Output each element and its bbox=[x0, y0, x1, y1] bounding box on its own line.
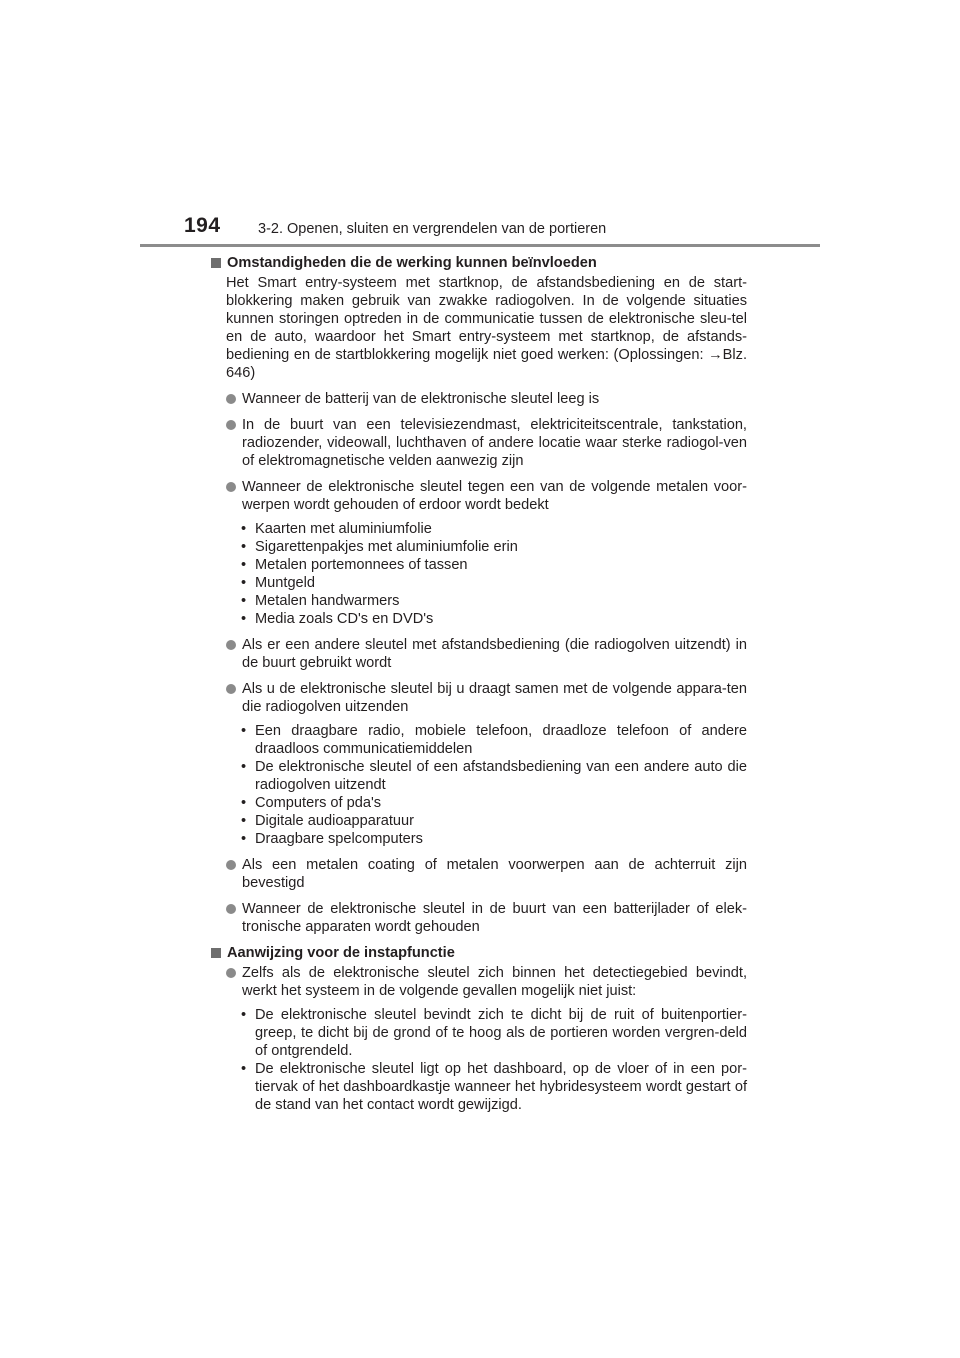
sub-bullet-marker: • bbox=[241, 759, 247, 775]
sub-list-item bbox=[240, 520, 747, 538]
sub-list-item bbox=[240, 794, 747, 812]
header-divider bbox=[140, 244, 820, 247]
sub-item-text: Metalen handwarmers bbox=[255, 593, 400, 609]
sub-list-item bbox=[240, 758, 747, 794]
sub-item-text: Een draagbare radio, mobiele telefoon, draadloze telefoon of andere draadloos communicatiemiddelen bbox=[255, 723, 747, 757]
sub-item-text: Digitale audioapparatuur bbox=[255, 813, 415, 829]
sub-list-item bbox=[240, 610, 747, 628]
sub-list-item bbox=[240, 538, 747, 556]
list-item bbox=[209, 478, 747, 514]
section-heading-entry-function bbox=[209, 944, 747, 962]
list-item bbox=[209, 900, 747, 936]
sub-list-item bbox=[240, 830, 747, 848]
sub-list-item bbox=[240, 812, 747, 830]
section-heading-conditions bbox=[209, 254, 747, 272]
radio-devices-list bbox=[240, 722, 747, 848]
page-number: 194 bbox=[184, 214, 221, 237]
bullet-text: Wanneer de elektronische sleutel in de buurt van een batterijlader of elek-tronische apparaten wordt gehouden bbox=[242, 901, 747, 935]
sub-list-item bbox=[240, 592, 747, 610]
sub-bullet-marker: • bbox=[241, 831, 247, 847]
sub-item-text: De elektronische sleutel ligt op het dashboard, op de vloer of in een por-tiervak of het dashboardkastje wanneer het hybridesysteem wordt gestart of de stand van het contact wordt gewijzigd. bbox=[255, 1061, 747, 1113]
sub-bullet-marker: • bbox=[241, 723, 247, 739]
circle-bullet-icon bbox=[226, 420, 236, 430]
sub-bullet-marker: • bbox=[241, 611, 247, 627]
sub-bullet-marker: • bbox=[241, 557, 247, 573]
square-bullet-icon bbox=[211, 948, 221, 958]
bullet-text: Als er een andere sleutel met afstandsbediening (die radiogolven uitzendt) in de buurt gebruikt wordt bbox=[242, 637, 747, 671]
sub-bullet-marker: • bbox=[241, 1061, 247, 1077]
sub-list-item bbox=[240, 722, 747, 758]
bullet-text: Als een metalen coating of metalen voorwerpen aan de achterruit zijn bevestigd bbox=[242, 857, 747, 891]
sub-item-text: De elektronische sleutel bevindt zich te dicht bij de ruit of buitenportier-greep, te dicht bij de grond of te hoog als de portieren worden vergren-deld of ontgrendeld. bbox=[255, 1007, 747, 1059]
circle-bullet-icon bbox=[226, 482, 236, 492]
sub-item-text: Metalen portemonnees of tassen bbox=[255, 557, 468, 573]
circle-bullet-icon bbox=[226, 640, 236, 650]
sub-bullet-marker: • bbox=[241, 813, 247, 829]
circle-bullet-icon bbox=[226, 904, 236, 914]
entry-cases-list bbox=[240, 1006, 747, 1114]
sub-bullet-marker: • bbox=[241, 795, 247, 811]
sub-bullet-marker: • bbox=[241, 521, 247, 537]
list-item bbox=[209, 390, 747, 408]
metal-objects-list bbox=[240, 520, 747, 628]
sub-item-text: Kaarten met aluminiumfolie bbox=[255, 521, 432, 537]
sub-item-text: Media zoals CD's en DVD's bbox=[255, 611, 434, 627]
list-item bbox=[209, 416, 747, 470]
intro-paragraph: Het Smart entry-systeem met startknop, de afstandsbediening en de start-blokkering maken gebruik van zwakke radiogolven. In de volgende situaties kunnen storingen optreden in de communicatie tussen de elektronische sleu-tel en de auto, waardoor het Smart entry-systeem met startknop, de afstands-bediening en de startblokkering mogelijk niet goed werken: (Oplossingen: →Blz. 646) bbox=[226, 275, 747, 381]
list-item bbox=[209, 680, 747, 716]
page-content bbox=[209, 254, 747, 1122]
sub-list-item bbox=[240, 556, 747, 574]
bullet-text: Zelfs als de elektronische sleutel zich binnen het detectiegebied bevindt, werkt het systeem in de volgende gevallen mogelijk niet juist: bbox=[242, 965, 747, 999]
sub-bullet-marker: • bbox=[241, 1007, 247, 1023]
square-bullet-icon bbox=[211, 258, 221, 268]
section-title: 3-2. Openen, sluiten en vergrendelen van de portieren bbox=[258, 221, 607, 237]
page-header bbox=[140, 212, 820, 248]
circle-bullet-icon bbox=[226, 860, 236, 870]
sub-item-text: Computers of pda's bbox=[255, 795, 382, 811]
sub-bullet-marker: • bbox=[241, 575, 247, 591]
list-item bbox=[209, 636, 747, 672]
bullet-text: Wanneer de elektronische sleutel tegen een van de volgende metalen voor-werpen wordt gehouden of erdoor wordt bedekt bbox=[242, 479, 747, 513]
circle-bullet-icon bbox=[226, 968, 236, 978]
sub-item-text: Sigarettenpakjes met aluminiumfolie erin bbox=[255, 539, 518, 555]
circle-bullet-icon bbox=[226, 394, 236, 404]
sub-bullet-marker: • bbox=[241, 593, 247, 609]
sub-list-item bbox=[240, 574, 747, 592]
bullet-text: Als u de elektronische sleutel bij u draagt samen met de volgende appara-ten die radiogolven uitzenden bbox=[242, 681, 747, 715]
sub-list-item bbox=[240, 1006, 747, 1060]
sub-item-text: Muntgeld bbox=[255, 575, 316, 591]
bullet-text: Wanneer de batterij van de elektronische sleutel leeg is bbox=[242, 391, 600, 407]
sub-item-text: De elektronische sleutel of een afstandsbediening van een andere auto die radiogolven uitzendt bbox=[255, 759, 747, 793]
list-item bbox=[209, 856, 747, 892]
circle-bullet-icon bbox=[226, 684, 236, 694]
sub-list-item bbox=[240, 1060, 747, 1114]
list-item bbox=[209, 964, 747, 1000]
heading-text: Aanwijzing voor de instapfunctie bbox=[227, 945, 455, 961]
heading-text: Omstandigheden die de werking kunnen beïnvloeden bbox=[227, 255, 597, 271]
sub-item-text: Draagbare spelcomputers bbox=[255, 831, 423, 847]
sub-bullet-marker: • bbox=[241, 539, 247, 555]
bullet-text: In de buurt van een televisiezendmast, elektriciteitscentrale, tankstation, radiozender, videowall, luchthaven of andere locatie waar sterke radiogol-ven of elektromagnetische velden aanwezig zijn bbox=[242, 417, 747, 469]
